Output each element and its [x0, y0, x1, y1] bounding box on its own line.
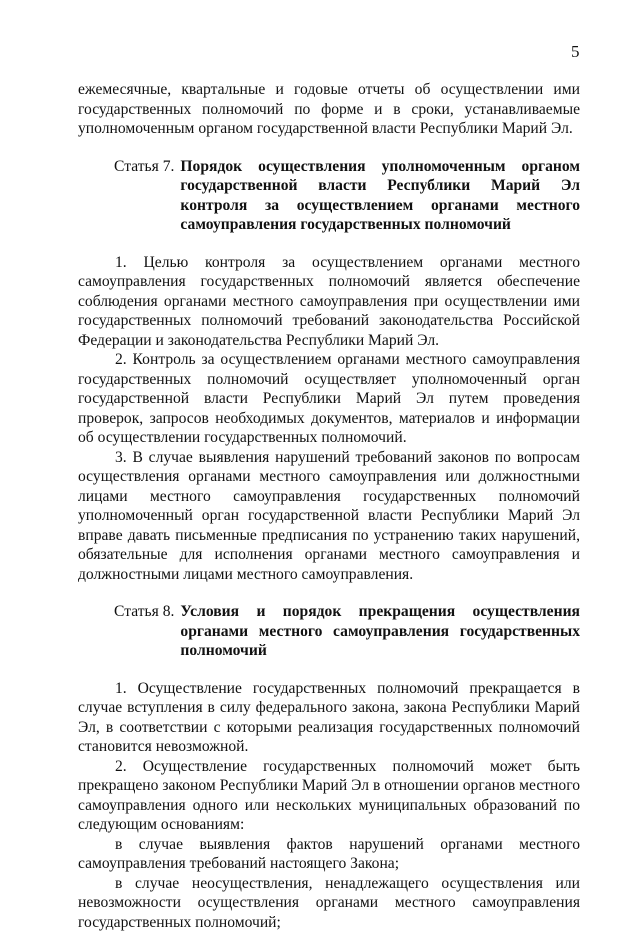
article-8-paragraph-1: 1. Осуществление государственных полномочий прекращается в случае вступления в силу федерального закона, закона Республики Марий Эл, в соответствии с которыми реализация государственных полномочий становится невозможной.	[78, 679, 580, 757]
article-7-title: Порядок осуществления уполномоченным органом государственной власти Республики Марий Эл контроля за осуществлением органами местного самоуправления государственных полномочий	[180, 157, 580, 235]
article-7-paragraph-3: 3. В случае выявления нарушений требований законов по вопросам осуществления органами местного самоуправления или должностными лицами местного самоуправления государственных полномочий уполномоченный орган государственной власти Республики Марий Эл вправе давать письменные предписания по устранению таких нарушений, обязательные для исполнения органами местного самоуправления и должностными лицами местного самоуправления.	[78, 448, 580, 585]
page-number: 5	[571, 42, 580, 62]
article-8-heading	[114, 602, 580, 661]
article-7-paragraph-1: 1. Целью контроля за осуществлением органами местного самоуправления государственных полномочий является обеспечение соблюдения органами местного самоуправления при осуществлении ими государственных полномочий требований законодательства Российской Федерации и законодательства Республики Марий Эл.	[78, 253, 580, 351]
article-8-paragraph-3: в случае выявления фактов нарушений органами местного самоуправления требований настоящего Закона;	[78, 835, 580, 874]
article-8-paragraph-2: 2. Осуществление государственных полномочий может быть прекращено законом Республики Марий Эл в отношении органов местного самоуправления одного или нескольких муниципальных образований по следующим основаниям:	[78, 757, 580, 835]
article-7-number: Статья 7.	[114, 157, 180, 235]
article-7-paragraph-2: 2. Контроль за осуществлением органами местного самоуправления государственных полномочий осуществляет уполномоченный орган государственной власти Республики Марий Эл путем проведения проверок, запросов необходимых документов, материалов и информации об осуществлении государственных полномочий.	[78, 350, 580, 448]
intro-paragraph: ежемесячные, квартальные и годовые отчеты об осуществлении ими государственных полномочий по форме и в сроки, устанавливаемые уполномоченным органом государственной власти Республики Марий Эл.	[78, 80, 580, 139]
article-8-title: Условия и порядок прекращения осуществления органами местного самоуправления государственных полномочий	[180, 602, 580, 661]
document-body	[78, 80, 580, 932]
article-7-heading	[114, 157, 580, 235]
article-8-number: Статья 8.	[114, 602, 180, 661]
article-8-paragraph-4: в случае неосуществления, ненадлежащего осуществления или невозможности осуществления органами местного самоуправления государственных полномочий;	[78, 874, 580, 932]
